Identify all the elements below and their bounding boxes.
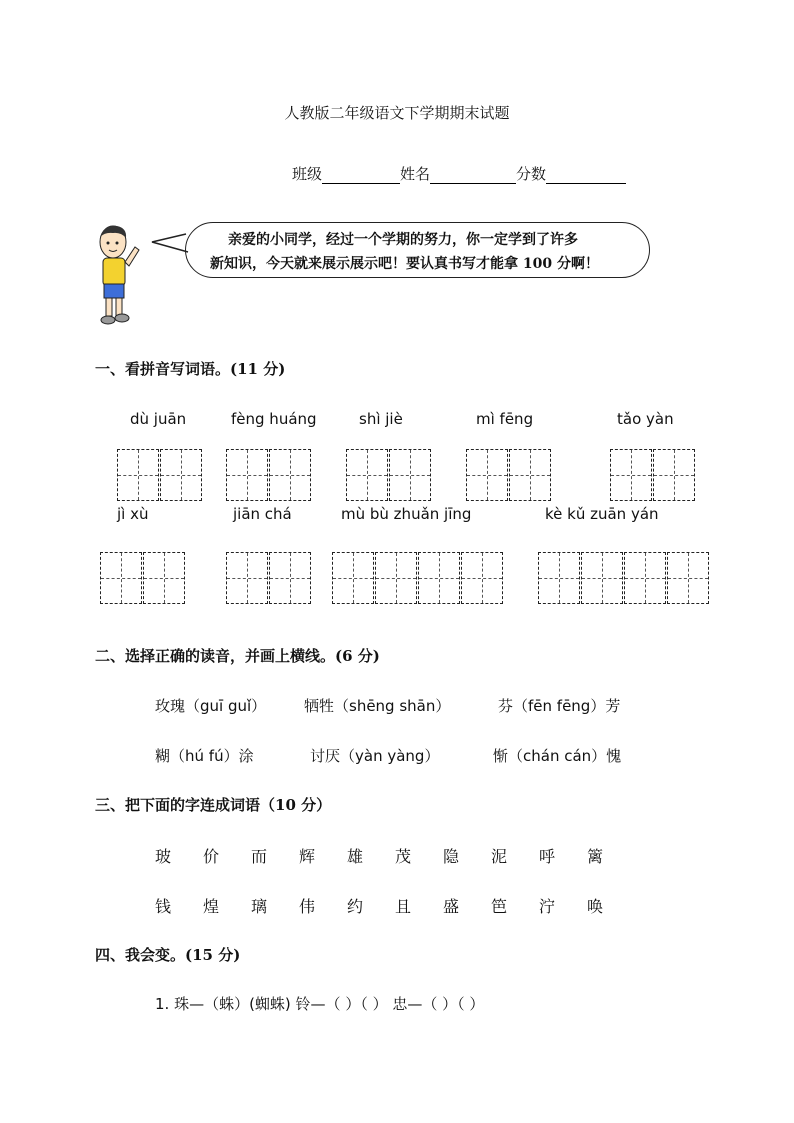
row1-char[interactable]: 篱	[587, 847, 604, 866]
row2-char[interactable]: 泞	[539, 897, 556, 916]
pinyin-6: jì xù	[117, 505, 149, 523]
row2-char[interactable]: 唤	[587, 897, 604, 916]
section-1-heading: 一、看拼音写词语。(11 分)	[95, 360, 286, 378]
row1-char[interactable]: 而	[251, 847, 268, 866]
reading-6[interactable]: 惭（chán cán）愧	[493, 747, 622, 765]
row1-char[interactable]: 雄	[347, 847, 364, 866]
bubble-line-1: 亲爱的小同学，经过一个学期的努力，你一定学到了许多	[228, 232, 578, 248]
reading-5[interactable]: 讨厌（yàn yàng）	[310, 747, 440, 765]
writing-box-1[interactable]	[117, 449, 203, 501]
student-info-line	[292, 163, 626, 184]
q4-line-1: 1. 珠—（蛛）(蜘蛛) 铃—（ ）（ ） 忠—（ ）（ ）	[155, 995, 485, 1013]
score-label: 分数	[516, 165, 547, 183]
row2-char[interactable]: 璃	[251, 897, 268, 916]
class-label: 班级	[292, 165, 323, 183]
section-4-heading: 四、我会变。(15 分)	[95, 946, 241, 964]
section-3-heading: 三、把下面的字连成词语（10 分）	[95, 796, 332, 814]
reading-3[interactable]: 芬（fēn fēng）芳	[498, 697, 621, 715]
class-blank[interactable]	[322, 165, 400, 184]
row1-char[interactable]: 茂	[395, 847, 412, 866]
row1-char[interactable]: 辉	[299, 847, 316, 866]
writing-box-6[interactable]	[100, 552, 186, 604]
page-title: 人教版二年级语文下学期期末试题	[284, 104, 510, 122]
section-2-heading: 二、选择正确的读音，并画上横线。(6 分)	[95, 647, 380, 665]
writing-box-8[interactable]	[332, 552, 504, 604]
pinyin-1: dù juān	[130, 410, 187, 428]
reading-2[interactable]: 牺牲（shēng shān）	[304, 697, 451, 715]
row2-char[interactable]: 煌	[203, 897, 220, 916]
row2-char[interactable]: 且	[395, 897, 412, 916]
row1-char[interactable]: 泥	[491, 847, 508, 866]
writing-box-7[interactable]	[226, 552, 312, 604]
row2-char[interactable]: 伟	[299, 897, 316, 916]
writing-box-2[interactable]	[226, 449, 312, 501]
writing-box-4[interactable]	[466, 449, 552, 501]
row1-char[interactable]: 呼	[539, 847, 556, 866]
row2-char[interactable]: 笆	[491, 897, 508, 916]
pinyin-7: jiān chá	[233, 505, 292, 523]
pinyin-2: fèng huáng	[231, 410, 317, 428]
pinyin-3: shì jiè	[359, 410, 403, 428]
reading-4[interactable]: 糊（hú fú）涂	[155, 747, 254, 765]
score-blank[interactable]	[546, 165, 626, 184]
row1-char[interactable]: 隐	[443, 847, 460, 866]
speech-bubble	[185, 222, 650, 278]
boy-illustration	[95, 222, 145, 328]
name-label: 姓名	[400, 165, 431, 183]
writing-box-9[interactable]	[538, 552, 710, 604]
reading-1[interactable]: 玫瑰（guī guǐ）	[155, 697, 267, 715]
pinyin-9: kè kǔ zuān yán	[545, 505, 659, 523]
row2-char[interactable]: 钱	[155, 897, 172, 916]
writing-box-3[interactable]	[346, 449, 432, 501]
pinyin-5: tǎo yàn	[617, 410, 674, 428]
name-blank[interactable]	[430, 165, 516, 184]
row2-char[interactable]: 约	[347, 897, 364, 916]
row1-char[interactable]: 玻	[155, 847, 172, 866]
pinyin-8: mù bù zhuǎn jīng	[341, 505, 472, 523]
row1-char[interactable]: 价	[203, 847, 220, 866]
row2-char[interactable]: 盛	[443, 897, 460, 916]
writing-box-5[interactable]	[610, 449, 696, 501]
bubble-line-2: 新知识，今天就来展示展示吧！要认真书写才能拿 100 分啊！	[210, 256, 599, 272]
pinyin-4: mì fēng	[476, 410, 534, 428]
